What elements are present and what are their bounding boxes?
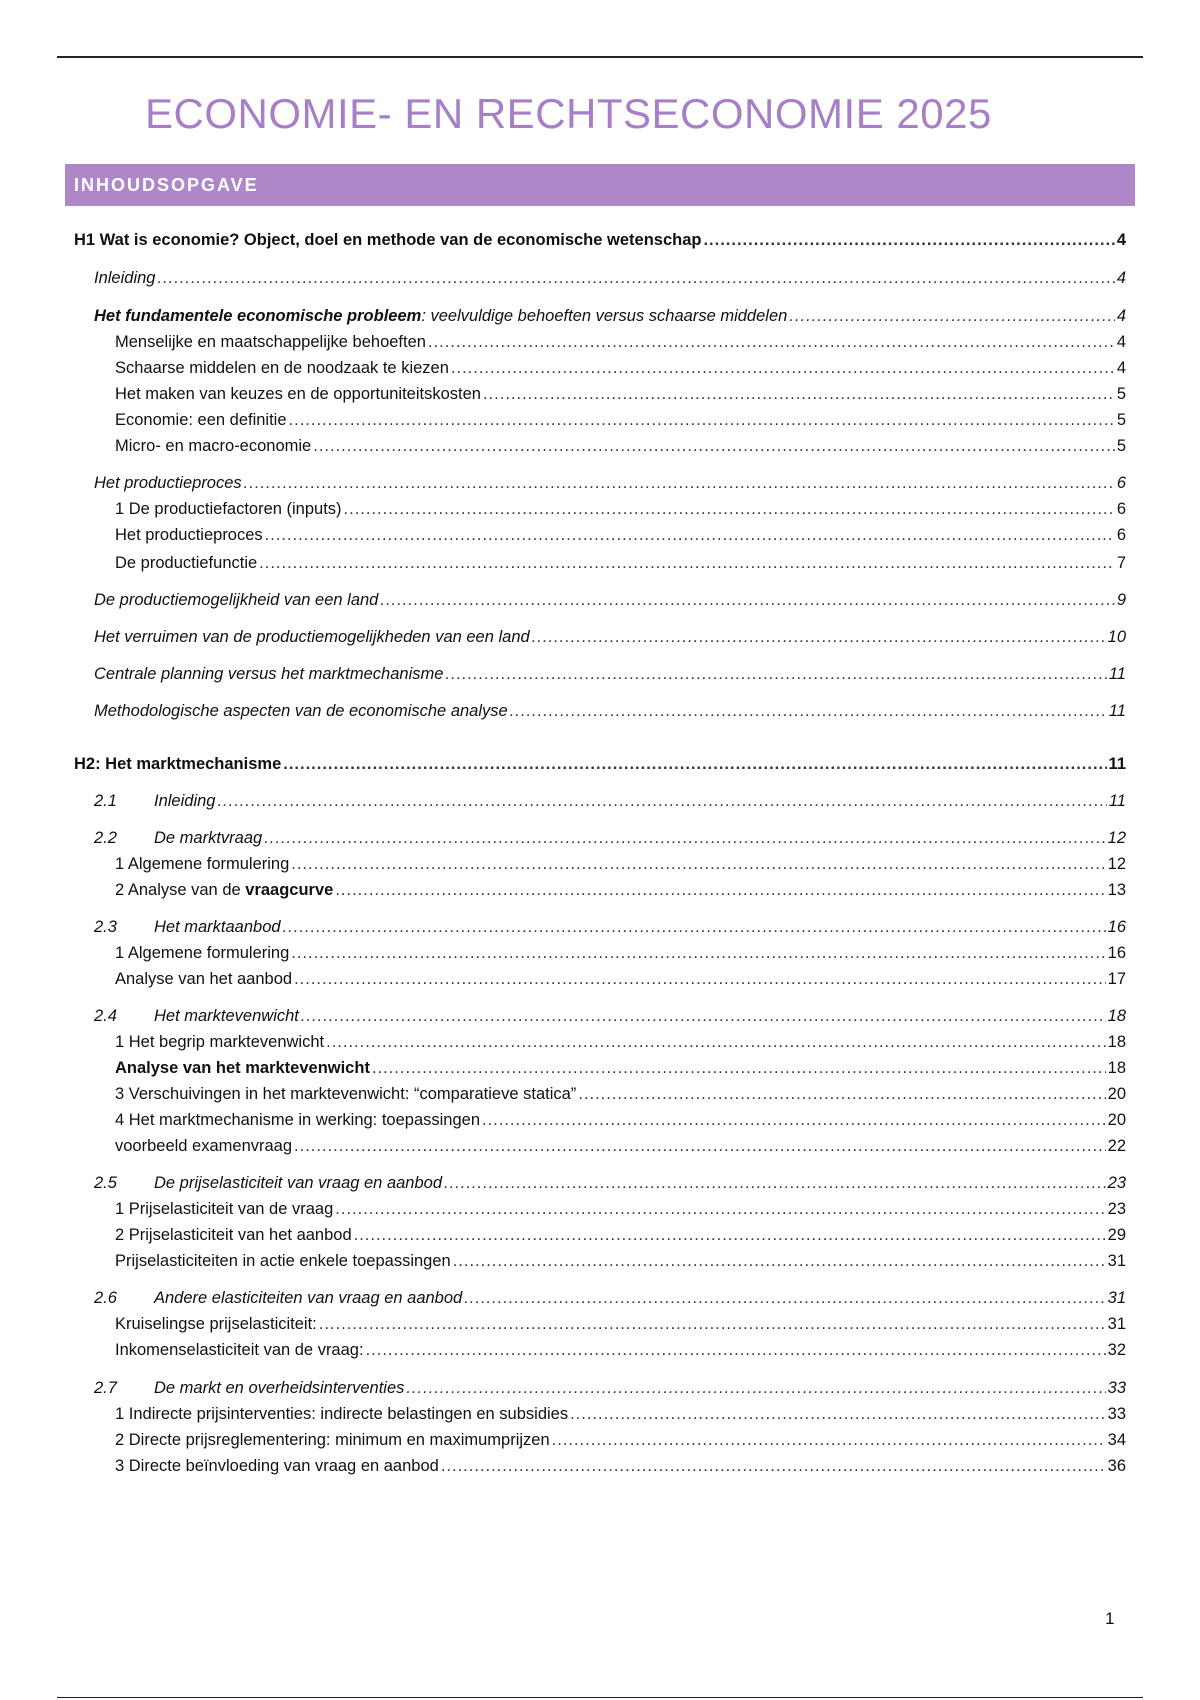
- toc-entry-page: 34: [1107, 1431, 1126, 1449]
- toc-entry[interactable]: [72, 330, 1126, 354]
- toc-entry-2-7[interactable]: [72, 1376, 1126, 1400]
- bottom-rule: [57, 1697, 1143, 1698]
- toc-entry-centrale-planning[interactable]: [72, 662, 1126, 686]
- toc-entry-text: Analyse van het aanbod: [115, 970, 293, 988]
- toc-entry-text: H1 Wat is economie? Object, doel en methode van de economische wetenschap: [74, 231, 702, 249]
- toc-entry[interactable]: [72, 967, 1126, 991]
- toc-entry-2-5[interactable]: [72, 1171, 1126, 1195]
- toc-entry-page: 4: [1116, 359, 1126, 377]
- toc-entry[interactable]: [72, 1056, 1126, 1080]
- toc-entry-text: H2: Het marktmechanisme: [74, 755, 282, 773]
- toc-entry-page: 22: [1107, 1137, 1126, 1155]
- toc-entry-2-6[interactable]: [72, 1286, 1126, 1310]
- toc-entry-page: 23: [1107, 1200, 1126, 1218]
- toc-entry-page: 5: [1116, 385, 1126, 403]
- toc-entry-text: 3 Verschuivingen in het marktevenwicht: “comparatieve statica”: [115, 1085, 577, 1103]
- toc-entry-text: Menselijke en maatschappelijke behoeften: [115, 333, 426, 351]
- toc-entry-text: De marktvraag: [154, 829, 263, 847]
- toc-entry-page: 5: [1116, 411, 1126, 429]
- toc-entry-text: 2 Analyse van de: [115, 881, 246, 899]
- toc-entry-productiemogelijkheid[interactable]: [72, 588, 1126, 612]
- toc-entry-text: 2 Directe prijsreglementering: minimum en maximumprijzen: [115, 1431, 550, 1449]
- toc-entry[interactable]: [72, 1082, 1126, 1106]
- toc-entry-text: Het marktaanbod: [154, 918, 281, 936]
- toc-entry-2-3[interactable]: [72, 915, 1126, 939]
- toc-entry-text: Inleiding: [154, 792, 216, 810]
- toc-entry[interactable]: [72, 408, 1126, 432]
- toc-entry-page: 11: [1108, 792, 1126, 810]
- toc-entry-page: 5: [1116, 437, 1126, 455]
- top-rule: [57, 56, 1143, 58]
- toc-entry[interactable]: [72, 852, 1126, 876]
- toc-entry-page: 11: [1108, 755, 1126, 773]
- page-number: 1: [1105, 1609, 1115, 1628]
- toc-entry-text: : veelvuldige behoeften versus schaarse middelen: [421, 307, 788, 325]
- toc-entry-text: voorbeeld examenvraag: [115, 1137, 293, 1155]
- toc-entry-text: Analyse van het marktevenwicht: [115, 1059, 370, 1077]
- toc-entry-page: 16: [1107, 918, 1126, 936]
- toc-entry-text: Schaarse middelen en de noodzaak te kiezen: [115, 359, 449, 377]
- toc-entry-page: 20: [1107, 1085, 1126, 1103]
- toc-entry-text: Het verruimen van de productiemogelijkheden van een land: [94, 628, 530, 646]
- toc-entry-number: 2.7: [94, 1379, 117, 1397]
- toc-entry-verruimen[interactable]: [72, 625, 1126, 649]
- toc-entry-page: 31: [1107, 1289, 1126, 1307]
- toc-entry-text: Inkomenselasticiteit van de vraag:: [115, 1341, 364, 1359]
- toc-heading-band: [65, 164, 1135, 206]
- document-title: ECONOMIE- EN RECHTSECONOMIE 2025: [145, 90, 992, 137]
- toc-entry[interactable]: [72, 1338, 1126, 1362]
- toc-entry-number: 2.3: [94, 918, 117, 936]
- toc-entry-text: De productiemogelijkheid van een land: [94, 591, 379, 609]
- toc-entry-page: 9: [1116, 591, 1126, 609]
- toc-entry-page: 29: [1107, 1226, 1126, 1244]
- toc-entry-number: 2.4: [94, 1007, 117, 1025]
- toc-entry-text: 1 Het begrip marktevenwicht: [115, 1033, 325, 1051]
- toc-entry-page: 6: [1116, 474, 1126, 492]
- toc-entry-page: 13: [1107, 881, 1126, 899]
- toc-entry-number: 2.6: [94, 1289, 117, 1307]
- toc-entry-text: De prijselasticiteit van vraag en aanbod: [154, 1174, 443, 1192]
- toc-entry-page: 32: [1107, 1341, 1126, 1359]
- toc-entry-page: 10: [1107, 628, 1126, 646]
- toc-entry-text: Economie: een definitie: [115, 411, 287, 429]
- toc-entry[interactable]: [72, 1030, 1126, 1054]
- toc-entry-page: 31: [1107, 1252, 1126, 1270]
- toc-entry-page: 6: [1116, 500, 1126, 518]
- toc-entry-text: Micro- en macro-economie: [115, 437, 312, 455]
- toc-entry-number: 2.1: [94, 792, 117, 810]
- toc-entry-text: 1 Prijselasticiteit van de vraag: [115, 1200, 334, 1218]
- toc-entry-page: 6: [1116, 526, 1126, 544]
- toc-entry[interactable]: [72, 551, 1126, 575]
- toc-entry-page: 4: [1116, 269, 1126, 287]
- toc-entry[interactable]: [72, 1454, 1126, 1478]
- toc-entry-text: Het productieproces: [115, 526, 263, 544]
- toc-entry-methodologische-aspecten[interactable]: [72, 699, 1126, 723]
- toc-entry[interactable]: [72, 878, 1126, 902]
- toc-entry-bold: vraagcurve: [245, 881, 334, 899]
- toc-entry-text: De markt en overheidsinterventies: [154, 1379, 405, 1397]
- toc-entry-2-2[interactable]: [72, 826, 1126, 850]
- toc-heading: INHOUDSOPGAVE: [74, 175, 259, 195]
- toc-entry-text: Prijselasticiteiten in actie enkele toepassingen: [115, 1252, 451, 1270]
- toc-entry[interactable]: [72, 523, 1126, 547]
- toc-entry-page: 4: [1116, 231, 1126, 249]
- toc-entry-page: 7: [1116, 554, 1126, 572]
- toc-entry-fundamentele-probleem[interactable]: [72, 304, 1126, 328]
- toc-entry-page: 36: [1107, 1457, 1126, 1475]
- toc-entry-text: 1 Algemene formulering: [115, 855, 290, 873]
- toc-entry[interactable]: [72, 1108, 1126, 1132]
- toc-entry-text: Het productieproces: [94, 474, 242, 492]
- toc-entry[interactable]: [72, 1402, 1126, 1426]
- toc-entry-page: 31: [1107, 1315, 1126, 1333]
- toc-entry-text: Centrale planning versus het marktmechanisme: [94, 665, 444, 683]
- toc-entry-page: 18: [1107, 1033, 1126, 1051]
- toc-entry[interactable]: [72, 497, 1126, 521]
- toc-entry-page: 4: [1116, 333, 1126, 351]
- toc-entry[interactable]: [72, 941, 1126, 965]
- toc-entry-page: 17: [1107, 970, 1126, 988]
- toc-entry[interactable]: [72, 1197, 1126, 1221]
- toc-entry-text: Methodologische aspecten van de economische analyse: [94, 702, 508, 720]
- toc-entry-2-4[interactable]: [72, 1004, 1126, 1028]
- toc-entry-text: De productiefunctie: [115, 554, 258, 572]
- toc-entry-page: 12: [1107, 855, 1126, 873]
- toc-entry-number: 2.5: [94, 1174, 117, 1192]
- toc-entry[interactable]: [72, 1134, 1126, 1158]
- toc-entry-page: 12: [1107, 829, 1126, 847]
- toc-entry-page: 16: [1107, 944, 1126, 962]
- toc-entry-text: 4 Het marktmechanisme in werking: toepassingen: [115, 1111, 481, 1129]
- toc-entry-page: 20: [1107, 1111, 1126, 1129]
- toc-entry[interactable]: [72, 356, 1126, 380]
- toc-entry-text: Inleiding: [94, 269, 156, 287]
- toc-entry-page: 18: [1107, 1007, 1126, 1025]
- toc-entry[interactable]: [72, 1312, 1126, 1336]
- toc-entry-page: 23: [1107, 1174, 1126, 1192]
- toc-entry-productieproces[interactable]: [72, 471, 1126, 495]
- toc-entry[interactable]: [72, 1249, 1126, 1273]
- toc-entry-number: 2.2: [94, 829, 117, 847]
- toc-entry-page: 33: [1107, 1379, 1126, 1397]
- toc-entry-text: 1 Indirecte prijsinterventies: indirecte belastingen en subsidies: [115, 1405, 569, 1423]
- toc-entry-2-1[interactable]: [72, 789, 1126, 813]
- toc-entry-page: 33: [1107, 1405, 1126, 1423]
- toc-entry-page: 11: [1108, 665, 1126, 683]
- toc-entry-page: 4: [1116, 307, 1126, 325]
- toc-entry[interactable]: [72, 434, 1126, 458]
- toc-entry-page: 11: [1108, 702, 1126, 720]
- toc-entry-inleiding[interactable]: [72, 266, 1126, 290]
- toc-entry-h2[interactable]: [72, 752, 1126, 776]
- toc-entry-text: 3 Directe beïnvloeding van vraag en aanbod: [115, 1457, 439, 1475]
- toc-entry[interactable]: [72, 1428, 1126, 1452]
- toc-entry-page: 18: [1107, 1059, 1126, 1077]
- toc-entry[interactable]: [72, 1223, 1126, 1247]
- toc-entry-text: Kruiselingse prijselasticiteit:: [115, 1315, 317, 1333]
- toc-entry-bold: Het fundamentele economische probleem: [94, 307, 422, 325]
- toc-entry-text: Andere elasticiteiten van vraag en aanbod: [154, 1289, 463, 1307]
- toc-entry-text: 2 Prijselasticiteit van het aanbod: [115, 1226, 352, 1244]
- toc-entry-text: 1 Algemene formulering: [115, 944, 290, 962]
- toc-entry-text: Het maken van keuzes en de opportuniteitskosten: [115, 385, 481, 403]
- toc-entry[interactable]: [72, 382, 1126, 406]
- toc-entry-text: Het marktevenwicht: [154, 1007, 299, 1025]
- toc-entry-h1[interactable]: [72, 228, 1126, 252]
- toc-entry-text: 1 De productiefactoren (inputs): [115, 500, 342, 518]
